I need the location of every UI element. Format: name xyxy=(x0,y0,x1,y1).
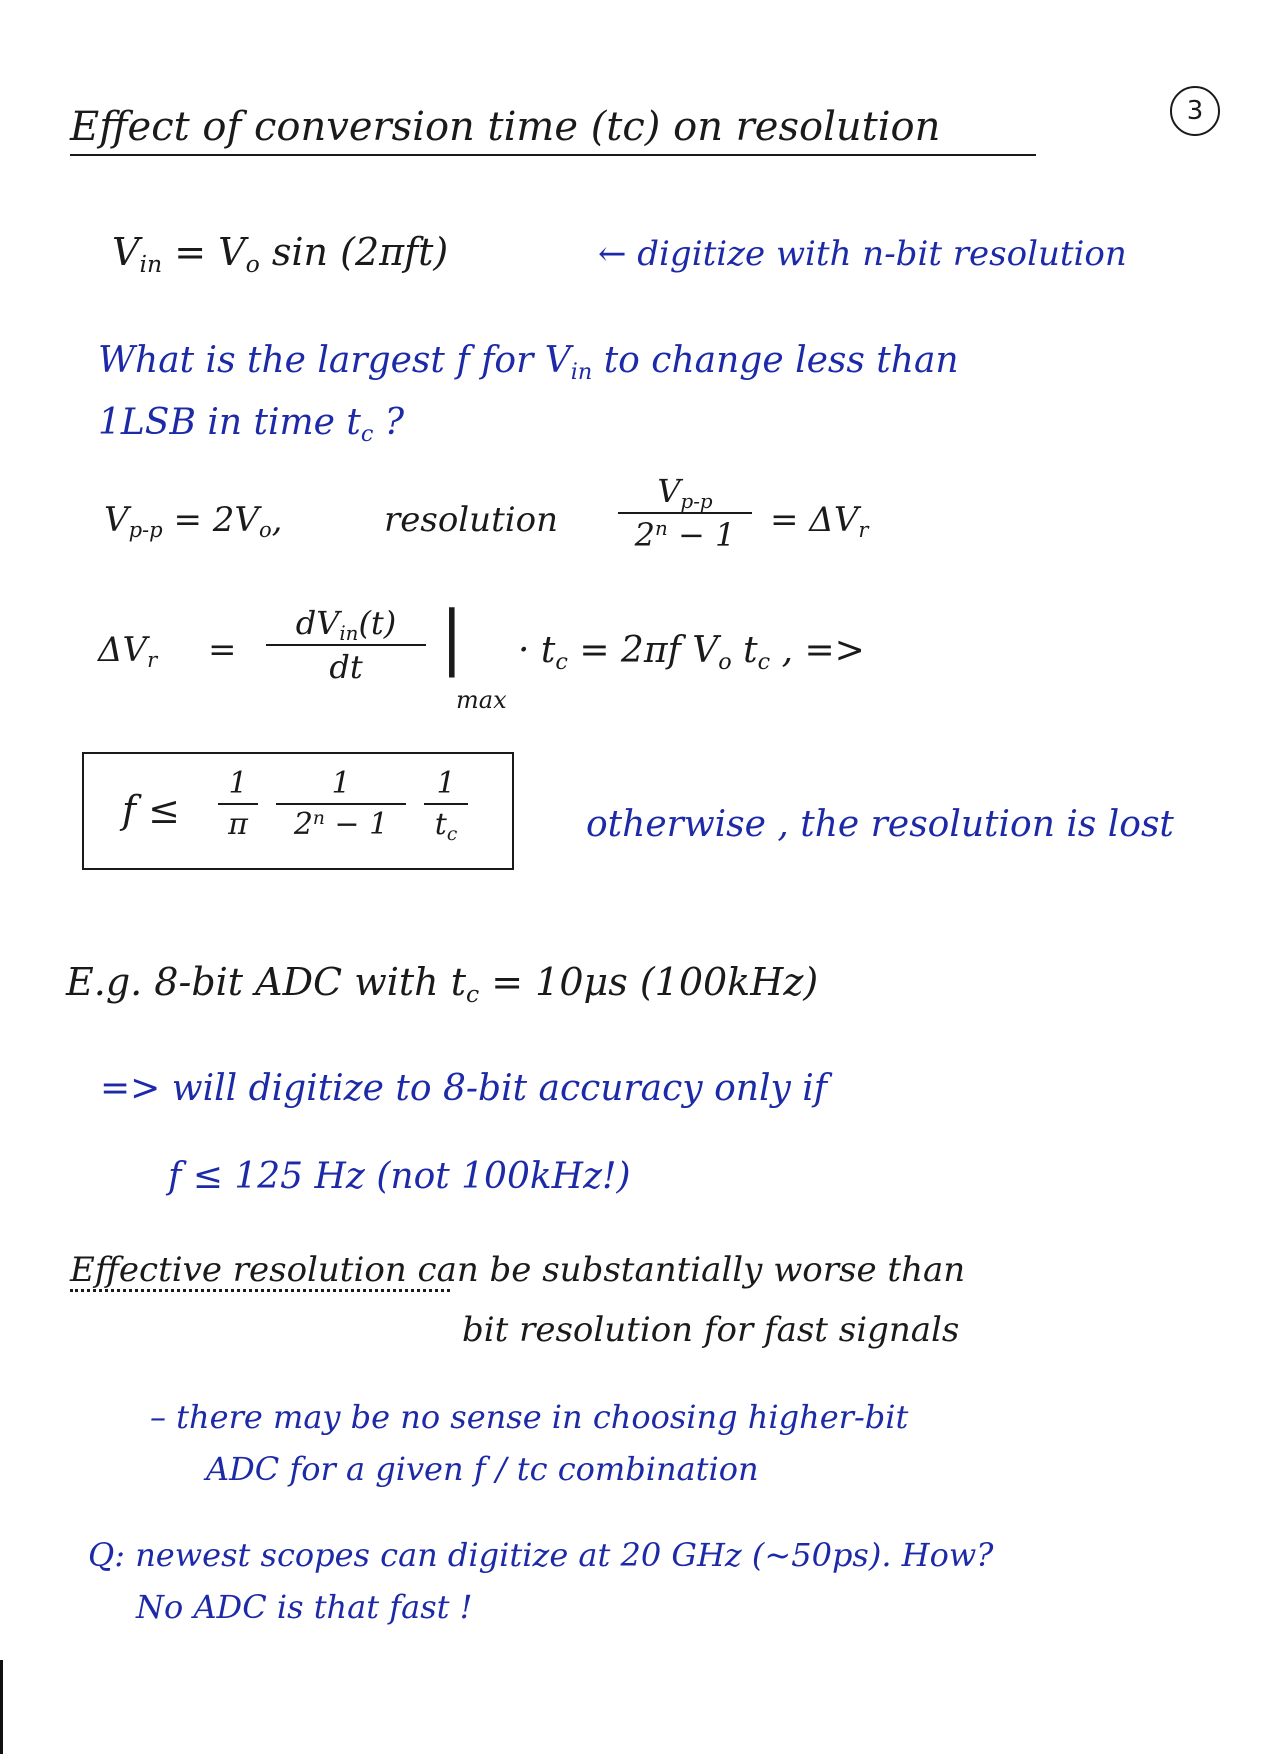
derivative-num-post: (t) xyxy=(358,604,397,642)
example-line-1-post: = 10μs (100kHz) xyxy=(479,960,819,1004)
scan-margin-bar xyxy=(0,1660,3,1754)
boxed-f xyxy=(122,788,180,832)
resolution-fraction xyxy=(618,472,752,554)
resolution-den-base: 2 xyxy=(634,516,656,554)
derivative-num-sub: in xyxy=(339,621,359,645)
vpp-comma: , xyxy=(271,500,283,540)
example-line-3 xyxy=(168,1156,631,1197)
resolution-result-sub: r xyxy=(858,517,869,543)
question-line-1-post: to change less than xyxy=(603,340,959,381)
derivative-result-t-sub: c xyxy=(757,648,771,675)
question-line-1-sub: in xyxy=(570,358,593,385)
boxed-frac-tc-sub: c xyxy=(446,823,458,845)
boxed-frac-tc xyxy=(424,766,468,845)
page-title-text: Effect of conversion time (tc) on resolution xyxy=(70,104,941,150)
fraction-bar xyxy=(424,803,468,805)
boxed-frac-n-post: − 1 xyxy=(324,807,389,842)
q-line-2-text: No ADC is that fast ! xyxy=(136,1588,473,1626)
derivative-result-sub: o xyxy=(718,648,732,675)
note-line-1 xyxy=(150,1398,908,1436)
derivative-result-t: t xyxy=(731,630,758,671)
boxed-frac-n-den xyxy=(276,807,406,842)
boxed-f-text: f ≤ xyxy=(122,788,180,832)
effective-underline xyxy=(70,1283,450,1292)
vpp-eq-sub: o xyxy=(258,517,272,543)
vpp-lhs: V xyxy=(104,500,129,540)
vpp-lhs-sub: p-p xyxy=(128,517,163,543)
effective-line-2-text: bit resolution for fast signals xyxy=(462,1310,960,1350)
page-number-text: 3 xyxy=(1186,96,1204,126)
resolution-fraction-num xyxy=(618,472,752,513)
question-line-2 xyxy=(98,402,405,447)
derivative-dot: · xyxy=(518,630,530,671)
derivative-lhs-text: ΔV xyxy=(98,630,148,670)
resolution-result xyxy=(770,500,869,543)
question-line-1-text: What is the largest f for V xyxy=(98,340,571,381)
derivative-lhs xyxy=(98,630,237,673)
boxed-frac-pi-num: 1 xyxy=(228,766,248,801)
boxed-frac-pi-den: π xyxy=(228,807,248,842)
title-underline xyxy=(70,154,1036,156)
resolution-den-post: − 1 xyxy=(667,516,736,554)
derivative-eq: = xyxy=(208,630,237,670)
q-line-2 xyxy=(136,1588,473,1626)
signal-lhs-sub: in xyxy=(139,250,163,279)
resolution-result-text: = ΔV xyxy=(770,500,859,540)
page-number xyxy=(1170,86,1220,136)
boxed-frac-n-sup: n xyxy=(312,807,325,829)
otherwise-note-text: otherwise , the resolution is lost xyxy=(586,804,1174,845)
derivative-fraction xyxy=(266,604,426,686)
example-line-1-sub: c xyxy=(465,980,480,1009)
fraction-bar xyxy=(218,803,258,805)
signal-sin: sin (2πft) xyxy=(271,230,449,274)
boxed-frac-n-num: 1 xyxy=(331,766,351,801)
question-line-1 xyxy=(98,340,959,385)
derivative-times: t xyxy=(540,630,556,671)
signal-note-text: ← digitize with n-bit resolution xyxy=(598,234,1127,274)
derivative-lhs-sub: r xyxy=(147,647,158,673)
boxed-frac-tc-num: 1 xyxy=(436,766,456,801)
effective-underlined: Effective resolution xyxy=(70,1250,407,1290)
example-line-3-text: f ≤ 125 Hz (not 100kHz!) xyxy=(168,1156,631,1197)
note-line-1-text: – there may be no sense in choosing higher-bit xyxy=(150,1398,909,1436)
resolution-num-v: V xyxy=(657,472,681,510)
boxed-frac-n-base: 2 xyxy=(293,807,313,842)
q-line-1-text: Q: newest scopes can digitize at 20 GHz (~50ps). How? xyxy=(88,1536,994,1574)
derivative-times-sub: c xyxy=(555,648,568,675)
resolution-den-sup: n xyxy=(655,517,668,541)
note-line-2-text: ADC for a given f / tc combination xyxy=(206,1450,759,1488)
derivative-num xyxy=(266,604,426,645)
example-line-2 xyxy=(100,1068,827,1109)
signal-rhs-sub: o xyxy=(245,250,260,279)
effective-line-2 xyxy=(462,1310,959,1350)
max-label-text: max xyxy=(456,686,507,714)
resolution-label xyxy=(384,500,558,540)
signal-rhs: = V xyxy=(174,230,246,274)
evaluation-bar-text: | xyxy=(440,596,464,678)
vpp-eq: = 2V xyxy=(173,500,259,540)
effective-line-1-post: can be substantially worse than xyxy=(406,1250,966,1290)
otherwise-note xyxy=(586,804,1174,845)
question-line-2-text: 1LSB in time t xyxy=(98,402,361,443)
derivative-implies: , => xyxy=(781,630,865,671)
boxed-frac-tc-t: t xyxy=(434,807,447,842)
example-line-1 xyxy=(66,960,819,1009)
example-line-1-text: E.g. 8-bit ADC with t xyxy=(66,960,466,1004)
resolution-label-text: resolution xyxy=(384,500,558,540)
derivative-num-text: dV xyxy=(295,604,340,642)
max-label xyxy=(456,686,507,714)
example-line-2-text: => will digitize to 8-bit accuracy only if xyxy=(100,1068,828,1109)
signal-equation xyxy=(112,230,449,279)
signal-lhs: V xyxy=(112,230,140,274)
evaluation-bar xyxy=(440,596,464,678)
derivative-result: = 2πf V xyxy=(579,630,719,671)
question-line-2-post: ? xyxy=(373,402,405,443)
page-title xyxy=(70,104,940,150)
resolution-fraction-den xyxy=(618,516,752,554)
question-line-2-sub: c xyxy=(360,420,374,447)
vpp-equation xyxy=(104,500,283,543)
boxed-frac-tc-den xyxy=(424,807,468,845)
derivative-rhs xyxy=(518,630,865,675)
fraction-bar xyxy=(276,803,406,805)
resolution-num-sub: p-p xyxy=(680,489,713,513)
boxed-frac-pi xyxy=(218,766,258,842)
derivative-den: dt xyxy=(329,648,363,686)
note-line-2 xyxy=(206,1450,759,1488)
signal-note xyxy=(598,234,1127,274)
boxed-frac-n xyxy=(276,766,406,842)
q-line-1 xyxy=(88,1536,993,1574)
